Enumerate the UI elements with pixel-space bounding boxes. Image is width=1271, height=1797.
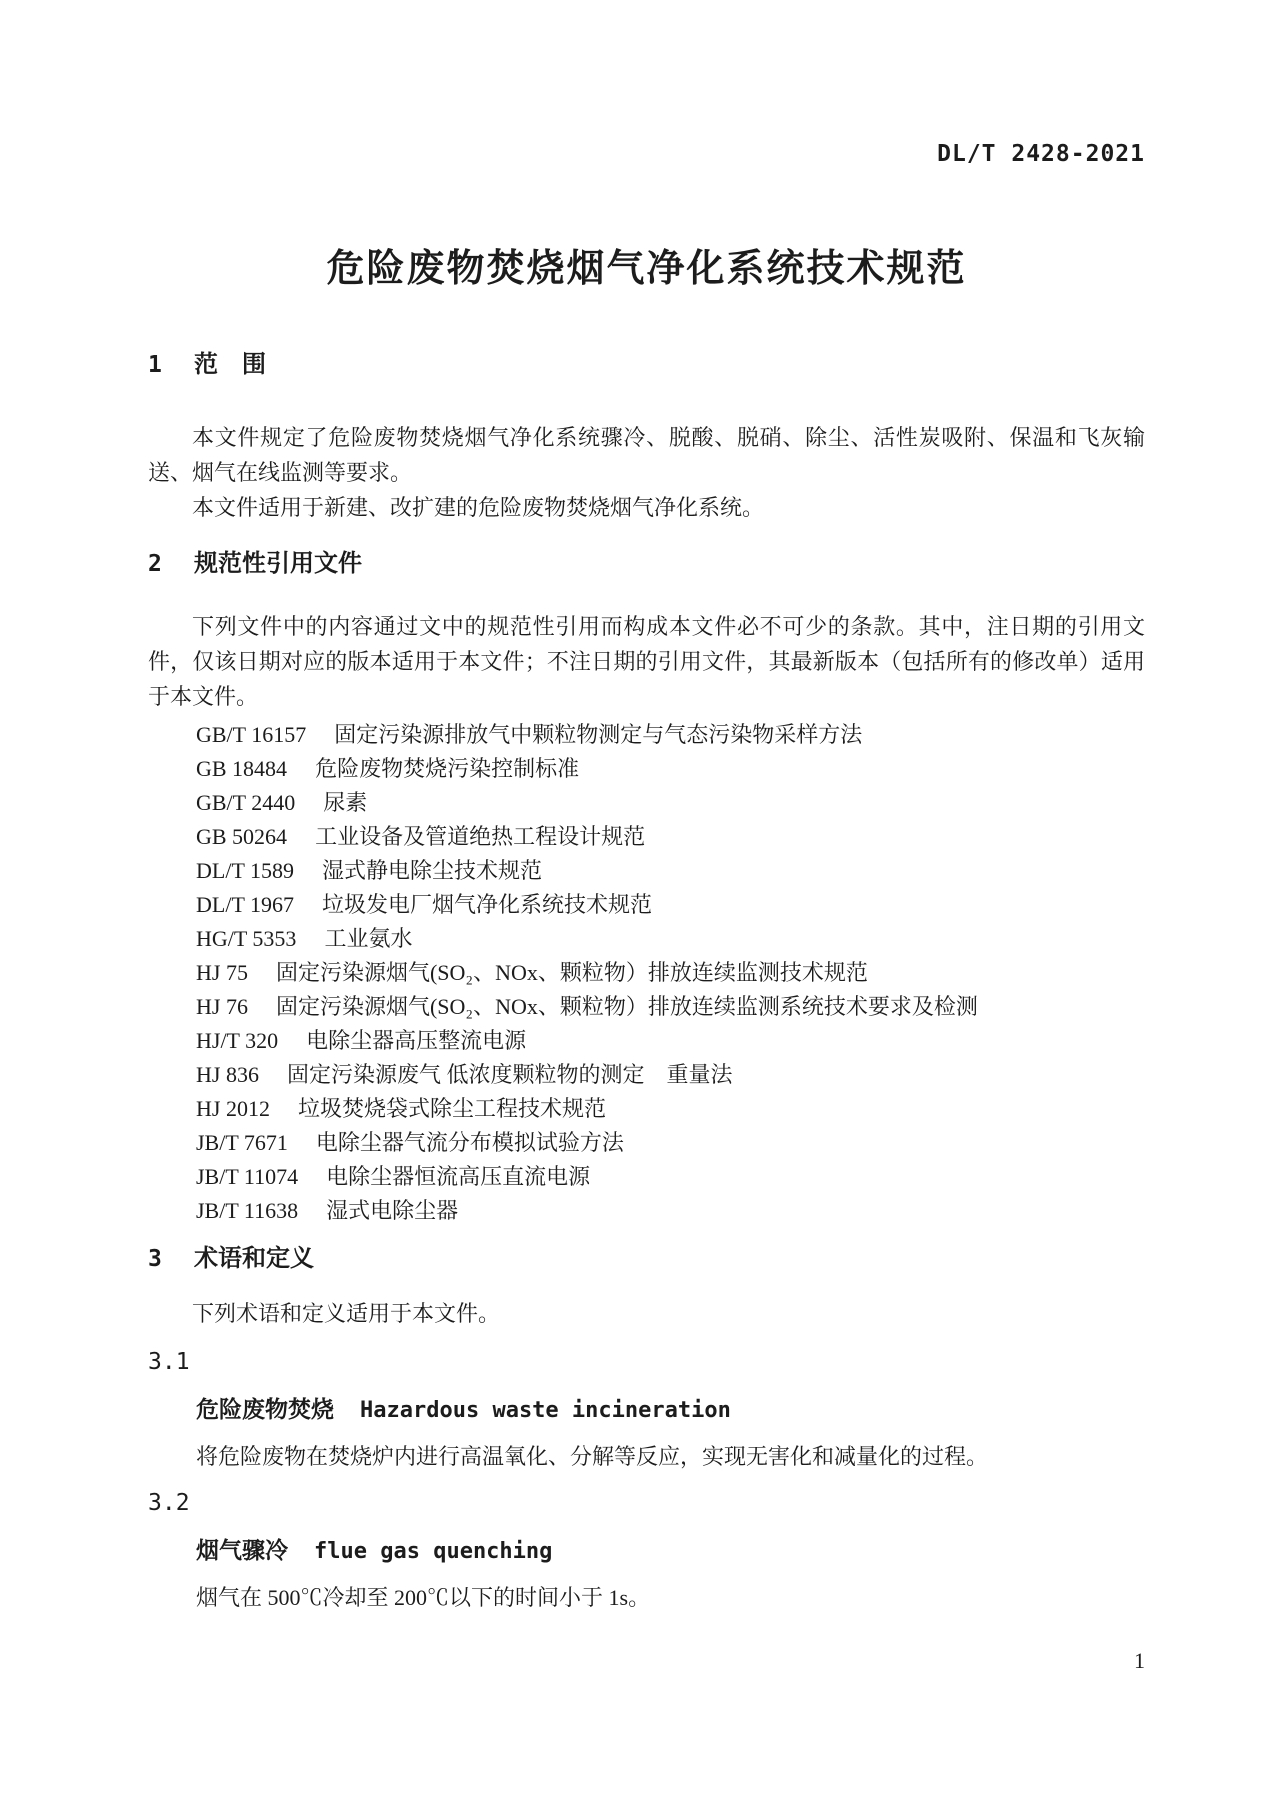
reference-code: GB 50264 xyxy=(196,824,288,849)
reference-title: 湿式静电除尘技术规范 xyxy=(321,858,542,883)
section-3-number: 3 xyxy=(148,1246,162,1272)
reference-title: 电除尘器气流分布模拟试验方法 xyxy=(315,1130,624,1155)
reference-item xyxy=(148,1092,1145,1126)
reference-item xyxy=(148,752,1145,786)
reference-code: HJ 75 xyxy=(196,960,248,985)
reference-code: HJ 836 xyxy=(196,1062,259,1087)
section-1-heading xyxy=(148,350,1145,380)
reference-item xyxy=(148,1024,1145,1058)
applicability-paragraph: 本文件适用于新建、改扩建的危险废物焚烧烟气净化系统。 xyxy=(192,495,765,520)
page-number: 1 xyxy=(1134,1648,1145,1673)
reference-title: 危险废物焚烧污染控制标准 xyxy=(315,756,580,781)
normative-references-list xyxy=(148,718,1145,1228)
reference-item xyxy=(148,1160,1145,1194)
reference-item xyxy=(148,1194,1145,1228)
section-2-body xyxy=(148,609,1145,714)
reference-item xyxy=(148,820,1145,854)
term-3-1-english: Hazardous waste incineration xyxy=(360,1398,731,1423)
reference-item xyxy=(148,1126,1145,1160)
section-1-number: 1 xyxy=(148,352,162,378)
reference-code: DL/T 1589 xyxy=(196,858,294,883)
reference-code: HJ 2012 xyxy=(196,1096,270,1121)
section-1-body xyxy=(148,420,1145,525)
reference-code: HJ/T 320 xyxy=(196,1028,279,1053)
reference-title: 电除尘器恒流高压直流电源 xyxy=(326,1164,591,1189)
term-3-2-english: flue gas quenching xyxy=(314,1539,553,1564)
terms-intro-paragraph: 下列术语和定义适用于本文件。 xyxy=(192,1301,501,1326)
reference-title: 工业氨水 xyxy=(324,926,413,951)
term-3-1-definition: 将危险废物在焚烧炉内进行高温氧化、分解等反应，实现无害化和减量化的过程。 xyxy=(196,1444,989,1469)
reference-item xyxy=(148,888,1145,922)
reference-title: 固定污染源排放气中颗粒物测定与气态污染物采样方法 xyxy=(334,722,863,747)
reference-title: 固定污染源废气 低浓度颗粒物的测定 重量法 xyxy=(286,1062,733,1087)
reference-item xyxy=(148,956,1145,990)
reference-code: DL/T 1967 xyxy=(196,892,294,917)
reference-code: JB/T 11074 xyxy=(196,1164,299,1189)
reference-code: HG/T 5353 xyxy=(196,926,297,951)
reference-title: 尿素 xyxy=(323,790,368,815)
term-3-1-chinese: 危险废物焚烧 xyxy=(196,1396,334,1422)
reference-title: 垃圾焚烧袋式除尘工程技术规范 xyxy=(297,1096,606,1121)
reference-title: 垃圾发电厂烟气净化系统技术规范 xyxy=(321,892,652,917)
reference-item xyxy=(148,922,1145,956)
reference-code: GB/T 16157 xyxy=(196,722,307,747)
reference-item xyxy=(148,718,1145,752)
section-3-body xyxy=(148,1296,1145,1331)
section-2-heading xyxy=(148,549,1145,579)
section-2-title: 规范性引用文件 xyxy=(194,550,362,577)
reference-code: JB/T 11638 xyxy=(196,1198,299,1223)
reference-item xyxy=(148,854,1145,888)
reference-item xyxy=(148,786,1145,820)
section-1-title: 范 围 xyxy=(194,351,266,378)
term-3-2-name xyxy=(148,1534,1145,1568)
reference-item xyxy=(148,1058,1145,1092)
scope-paragraph: 本文件规定了危险废物焚烧烟气净化系统骤冷、脱酸、脱硝、除尘、活性炭吸附、保温和飞灰输送、烟气在线监测等要求。 xyxy=(148,425,1145,485)
section-3-heading xyxy=(148,1244,1145,1274)
standard-code: DL/T 2428-2021 xyxy=(937,141,1145,167)
section-2-number: 2 xyxy=(148,551,162,577)
reference-title: 湿式电除尘器 xyxy=(326,1198,459,1223)
reference-code: JB/T 7671 xyxy=(196,1130,288,1155)
reference-code: GB/T 2440 xyxy=(196,790,296,815)
reference-code: HJ 76 xyxy=(196,994,248,1019)
reference-title: 固定污染源烟气(SO₂、NOx、颗粒物）排放连续监测系统技术要求及检测 xyxy=(275,994,978,1019)
section-3-title: 术语和定义 xyxy=(194,1245,314,1272)
term-3-1-number: 3.1 xyxy=(148,1349,190,1375)
document-title: 危险废物焚烧烟气净化系统技术规范 xyxy=(326,248,967,290)
reference-title: 工业设备及管道绝热工程设计规范 xyxy=(315,824,646,849)
reference-title: 电除尘器高压整流电源 xyxy=(306,1028,527,1053)
reference-item xyxy=(148,990,1145,1024)
reference-title: 固定污染源烟气(SO₂、NOx、颗粒物）排放连续监测技术规范 xyxy=(275,960,868,985)
term-3-2-number: 3.2 xyxy=(148,1490,190,1516)
term-3-1-name xyxy=(148,1393,1145,1427)
term-3-2-chinese: 烟气骤冷 xyxy=(196,1537,288,1563)
reference-code: GB 18484 xyxy=(196,756,288,781)
term-3-2-definition: 烟气在 500℃冷却至 200℃以下的时间小于 1s。 xyxy=(196,1585,651,1610)
references-intro-paragraph: 下列文件中的内容通过文中的规范性引用而构成本文件必不可少的条款。其中，注日期的引用文件，仅该日期对应的版本适用于本文件；不注日期的引用文件，其最新版本（包括所有的修改单）适用于本文件。 xyxy=(148,614,1145,709)
